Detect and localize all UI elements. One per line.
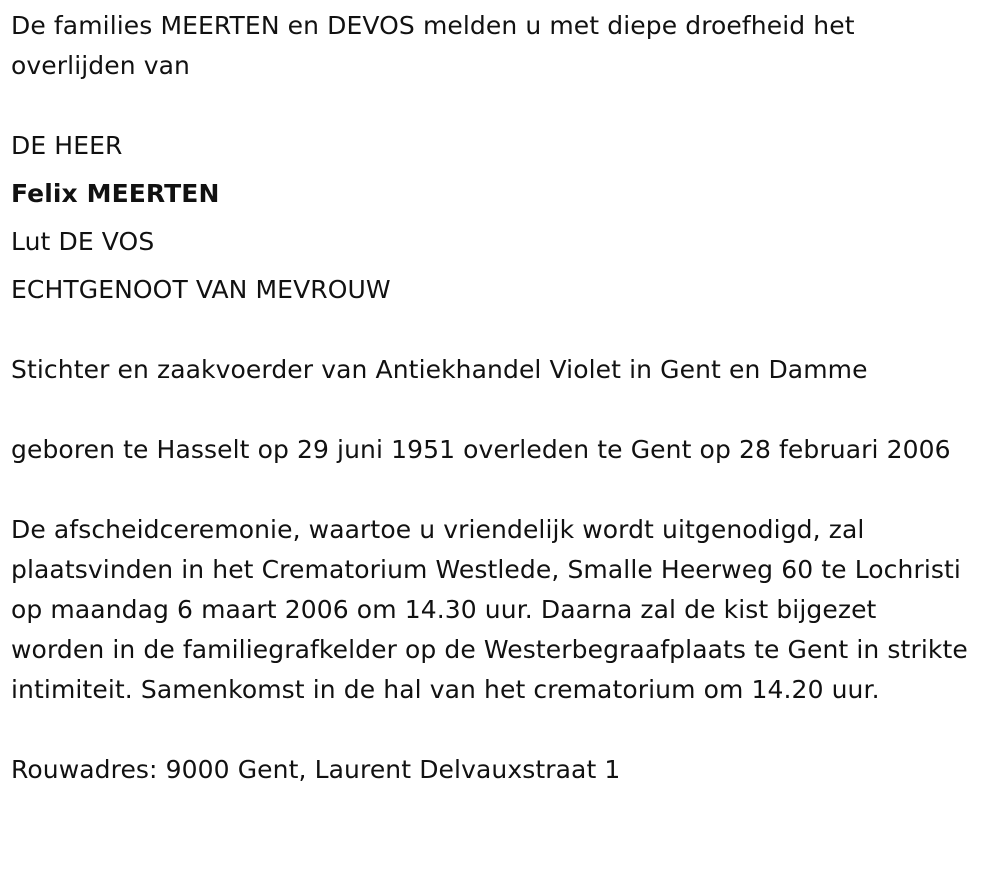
intro-text: De families MEERTEN en DEVOS melden u met diepe droefheid het overlijden van [11,11,855,80]
spacer [11,310,971,350]
ceremony-text: De afscheidceremonie, waartoe u vriendelijk wordt uitgenodigd, zal plaatsvinden in het Crematorium Westlede, Smalle Heerweg 60 te Lochristi op maandag 6 maart 2006 om 14.30 uur. Daarna zal de kist bijgezet worden in de familiegrafkelder op de Westerbegraafplaats te Gent in strikte intimiteit. Samenkomst in de hal van het crematorium om 14.20 uur. [11,515,968,704]
partner-name: Lut DE VOS [11,227,155,256]
deceased-name: Felix MEERTEN [11,179,220,208]
address-text: Rouwadres: 9000 Gent, Laurent Delvauxstraat 1 [11,755,621,784]
spacer [11,390,971,430]
relation-text: ECHTGENOOT VAN MEVROUW [11,275,391,304]
title-text: DE HEER [11,131,123,160]
spacer [11,710,971,750]
occupation-text: Stichter en zaakvoerder van Antiekhandel Violet in Gent en Damme [11,355,868,384]
spacer [11,470,971,510]
obituary-notice [11,6,971,790]
spacer [11,86,971,126]
birth-death-text: geboren te Hasselt op 29 juni 1951 overleden te Gent op 28 februari 2006 [11,435,951,464]
